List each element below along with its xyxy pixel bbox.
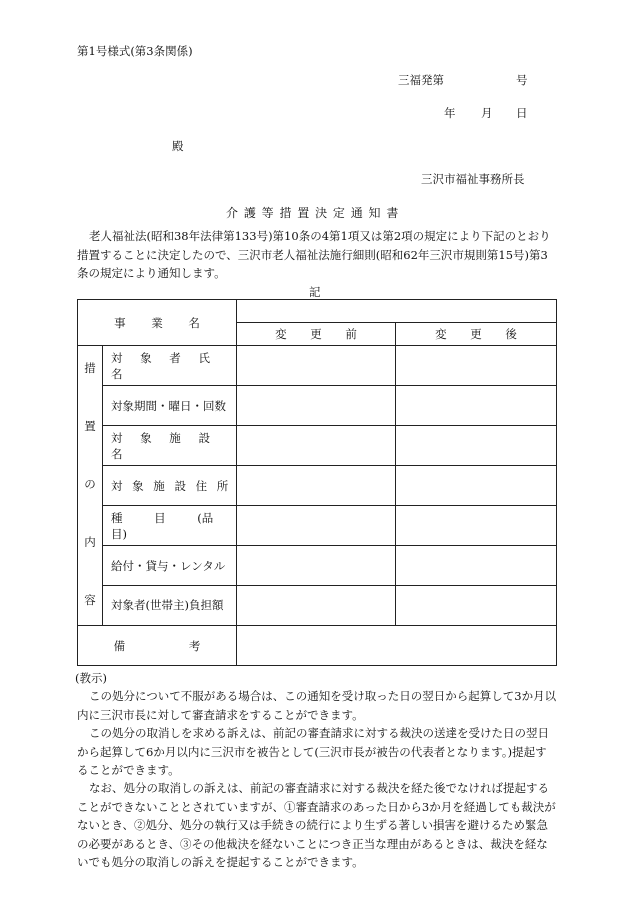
row-label: 対 象 者 氏 名	[103, 346, 237, 386]
before-header: 変 更 前	[237, 323, 396, 346]
row-after-cell	[396, 586, 557, 626]
row-before-cell	[237, 386, 396, 426]
group-char: 容	[84, 593, 96, 607]
notice-section	[77, 669, 557, 871]
group-char: 内	[84, 535, 96, 549]
row-before-cell	[237, 506, 396, 546]
row-label: 対 象 施 設 名	[103, 426, 237, 466]
issuer: 三沢市福祉事務所長	[421, 172, 525, 186]
intro-text: 老人福祉法(昭和38年法律第133号)第10条の4第1項又は第2項の規定により下記のとおり措置することに決定したので、三沢市老人福祉法施行細則(昭和62年三沢市規則第15号)第3条の規定により通知します。	[77, 229, 551, 280]
row-after-cell	[396, 386, 557, 426]
row-label: 対 象 施 設 住 所	[103, 466, 237, 506]
doc-number-prefix: 三福発第	[398, 73, 444, 87]
row-after-cell	[396, 426, 557, 466]
row-after-cell	[396, 546, 557, 586]
notice-paragraph: この処分について不服がある場合は、この通知を受け取った日の翌日から起算して3か月以内に三沢市長に対して審査請求をすることができます。	[77, 689, 557, 722]
business-name-value	[237, 300, 557, 323]
row-label: 給付・貸与・レンタル	[103, 546, 237, 586]
row-after-cell	[396, 466, 557, 506]
document-title: 介 護 等 措 置 決 定 通 知 書	[226, 206, 400, 220]
doc-number	[398, 72, 528, 88]
date-day: 日	[516, 106, 528, 120]
row-before-cell	[237, 466, 396, 506]
row-after-cell	[396, 346, 557, 386]
group-char: 措	[84, 361, 96, 375]
business-name-label: 事 業 名	[78, 300, 237, 346]
doc-number-suffix: 号	[516, 73, 528, 87]
notice-heading: (教示)	[75, 671, 107, 685]
row-before-cell	[237, 586, 396, 626]
row-label: 種 目 (品 目)	[103, 506, 237, 546]
row-before-cell	[237, 426, 396, 466]
row-label: 対象者(世帯主)負担額	[103, 586, 237, 626]
measure-table	[77, 299, 557, 666]
measure-group-label	[78, 346, 103, 626]
form-number: 第1号様式(第3条関係)	[77, 44, 193, 58]
row-before-cell	[237, 346, 396, 386]
recipient-suffix: 殿	[172, 139, 184, 153]
date-month: 月	[481, 106, 493, 120]
group-char: の	[84, 477, 96, 491]
ki-label: 記	[309, 285, 321, 299]
notice-paragraph: この処分の取消しを求める訴えは、前記の審査請求に対する裁決の送達を受けた日の翌日から起算して6か月以内に三沢市を被告として(三沢市長が被告の代表者となります。)提起することができます。	[77, 726, 549, 778]
row-before-cell	[237, 546, 396, 586]
after-header: 変 更 後	[396, 323, 557, 346]
remarks-label: 備 考	[78, 626, 237, 666]
date-year: 年	[444, 106, 456, 120]
remarks-value	[237, 626, 557, 666]
row-after-cell	[396, 506, 557, 546]
group-char: 置	[84, 419, 96, 433]
row-label: 対象期間・曜日・回数	[103, 386, 237, 426]
notice-paragraph: なお、処分の取消しの訴えは、前記の審査請求に対する裁決を経た後でなければ提起することができないこととされていますが、①審査請求のあった日から3か月を経過しても裁決がないとき、②処分、処分の執行又は手続きの続行により生ずる著しい損害を避けるため緊急の必要があるとき、③その他裁決を経ないことにつき正当な理由があるときは、裁決を経ないでも処分の取消しの訴えを提起することができます。	[77, 781, 556, 870]
